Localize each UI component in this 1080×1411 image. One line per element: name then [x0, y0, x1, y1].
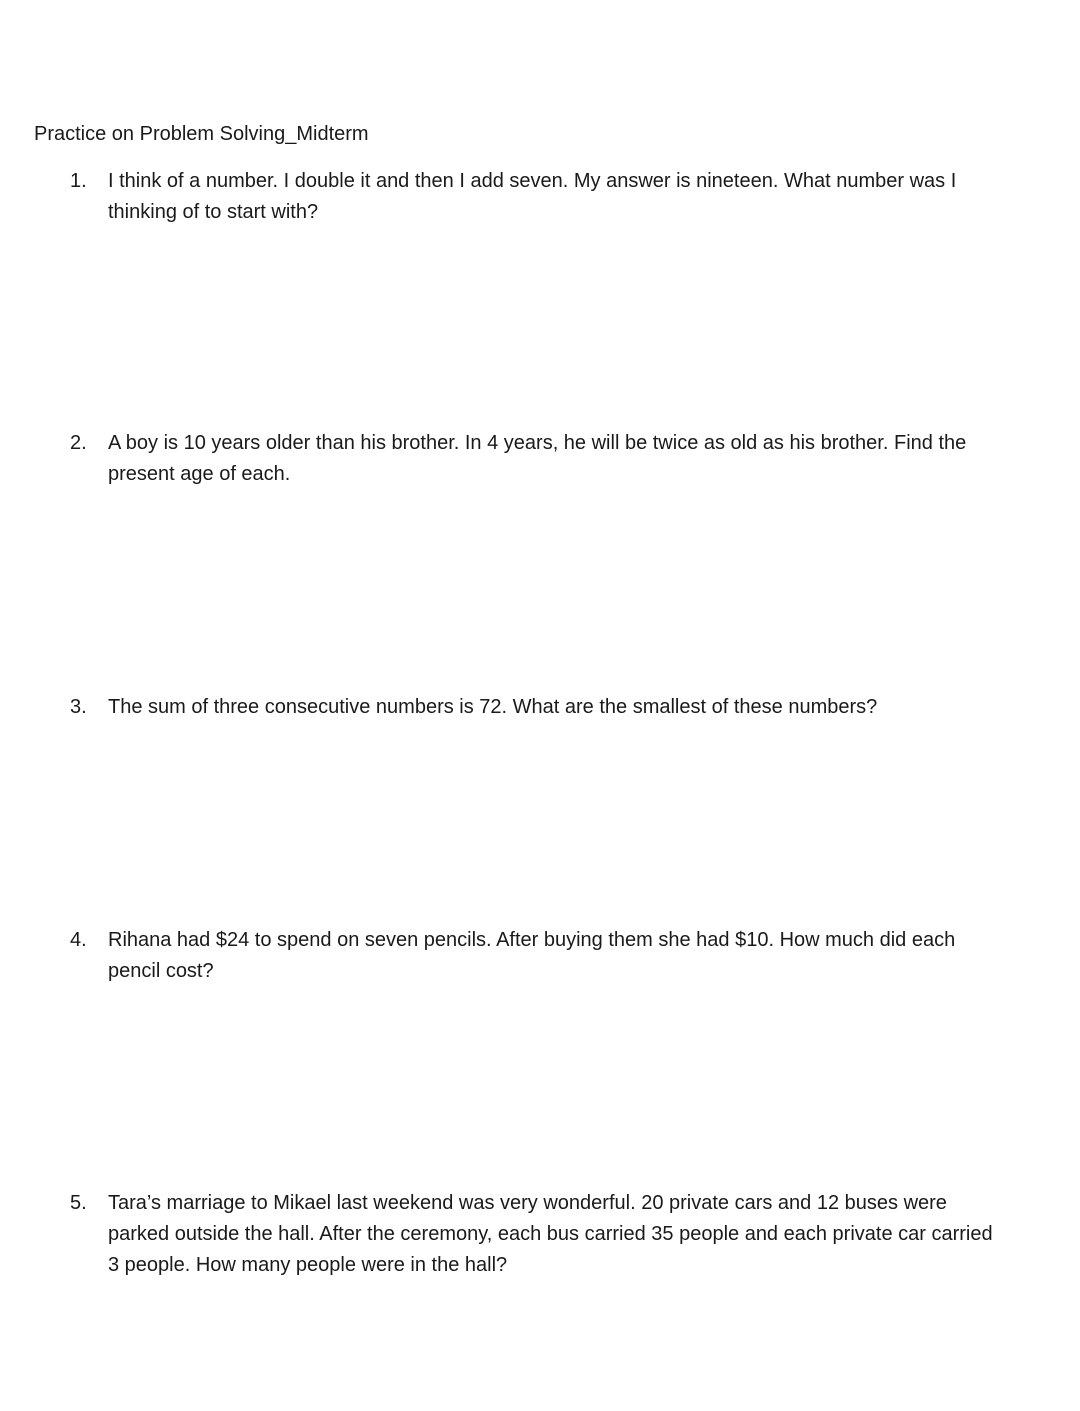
page-title: Practice on Problem Solving_Midterm: [34, 123, 369, 145]
question-number: 1.: [70, 170, 87, 192]
question-number: 4.: [70, 929, 87, 951]
question-text: Tara’s marriage to Mikael last weekend was very wonderful. 20 private cars and 12 buses were parked outside the hall. After the ceremony, each bus carried 35 people and each private car carried 3 people. How many people were in the hall?: [108, 1192, 993, 1276]
question-text: I think of a number. I double it and then I add seven. My answer is nineteen. What number was I thinking of to start with?: [108, 170, 957, 223]
question-text: Rihana had $24 to spend on seven pencils. After buying them she had $10. How much did each pencil cost?: [108, 929, 956, 982]
question-text: The sum of three consecutive numbers is 72. What are the smallest of these numbers?: [108, 696, 878, 718]
question-text: A boy is 10 years older than his brother. In 4 years, he will be twice as old as his brother. Find the present age of each.: [108, 432, 967, 485]
question-number: 5.: [70, 1192, 87, 1214]
question-number: 3.: [70, 696, 87, 718]
question-number: 2.: [70, 432, 87, 454]
